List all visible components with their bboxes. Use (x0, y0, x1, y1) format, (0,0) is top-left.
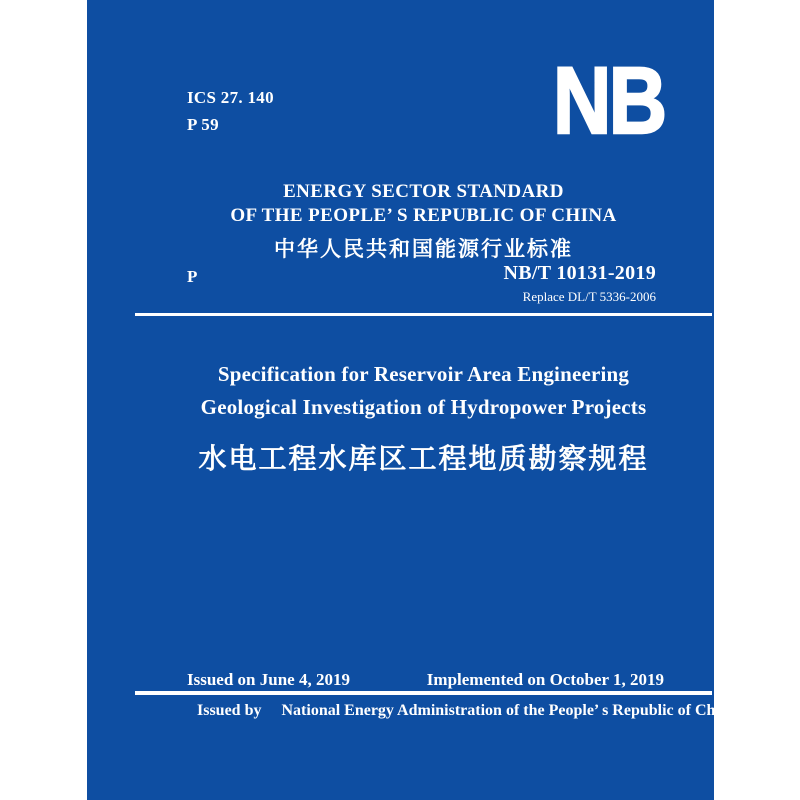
class-code: P 59 (187, 115, 219, 134)
replaces-note: Replace DL/T 5336-2006 (522, 289, 656, 304)
title-cn: 水电工程水库区工程地质勘察规程 (198, 444, 649, 475)
nb-logo: NB (553, 48, 665, 154)
standard-number-block (504, 262, 656, 305)
org-line2-en: OF THE PEOPLE’ S REPUBLIC OF CHINA (230, 205, 617, 226)
code-row (187, 262, 656, 305)
bottom-rule (135, 691, 712, 695)
title-en-line2: Geological Investigation of Hydropower Projects (200, 395, 647, 419)
org-line1-en: ENERGY SECTOR STANDARD (283, 181, 564, 202)
doc-class-code: P (187, 267, 198, 286)
title-block (135, 358, 712, 477)
ics-block (187, 84, 274, 138)
standard-cover (87, 0, 737, 800)
issuer-row (197, 702, 737, 720)
ics-code: ICS 27. 140 (187, 88, 274, 107)
issued-on-date: Issued on June 4, 2019 (187, 670, 350, 689)
title-en-line1: Specification for Reservoir Area Engineering (217, 362, 630, 386)
org-block (135, 180, 712, 263)
issued-by-label: Issued by (197, 702, 262, 719)
org-line-cn: 中华人民共和国能源行业标准 (274, 237, 573, 261)
standard-number: NB/T 10131-2019 (503, 262, 656, 284)
implemented-on-date: Implemented on October 1, 2019 (426, 670, 664, 689)
dates-row (187, 670, 664, 690)
top-rule (135, 313, 712, 316)
issuer-name: National Energy Administration of the People’ s Republic of China (281, 702, 737, 719)
